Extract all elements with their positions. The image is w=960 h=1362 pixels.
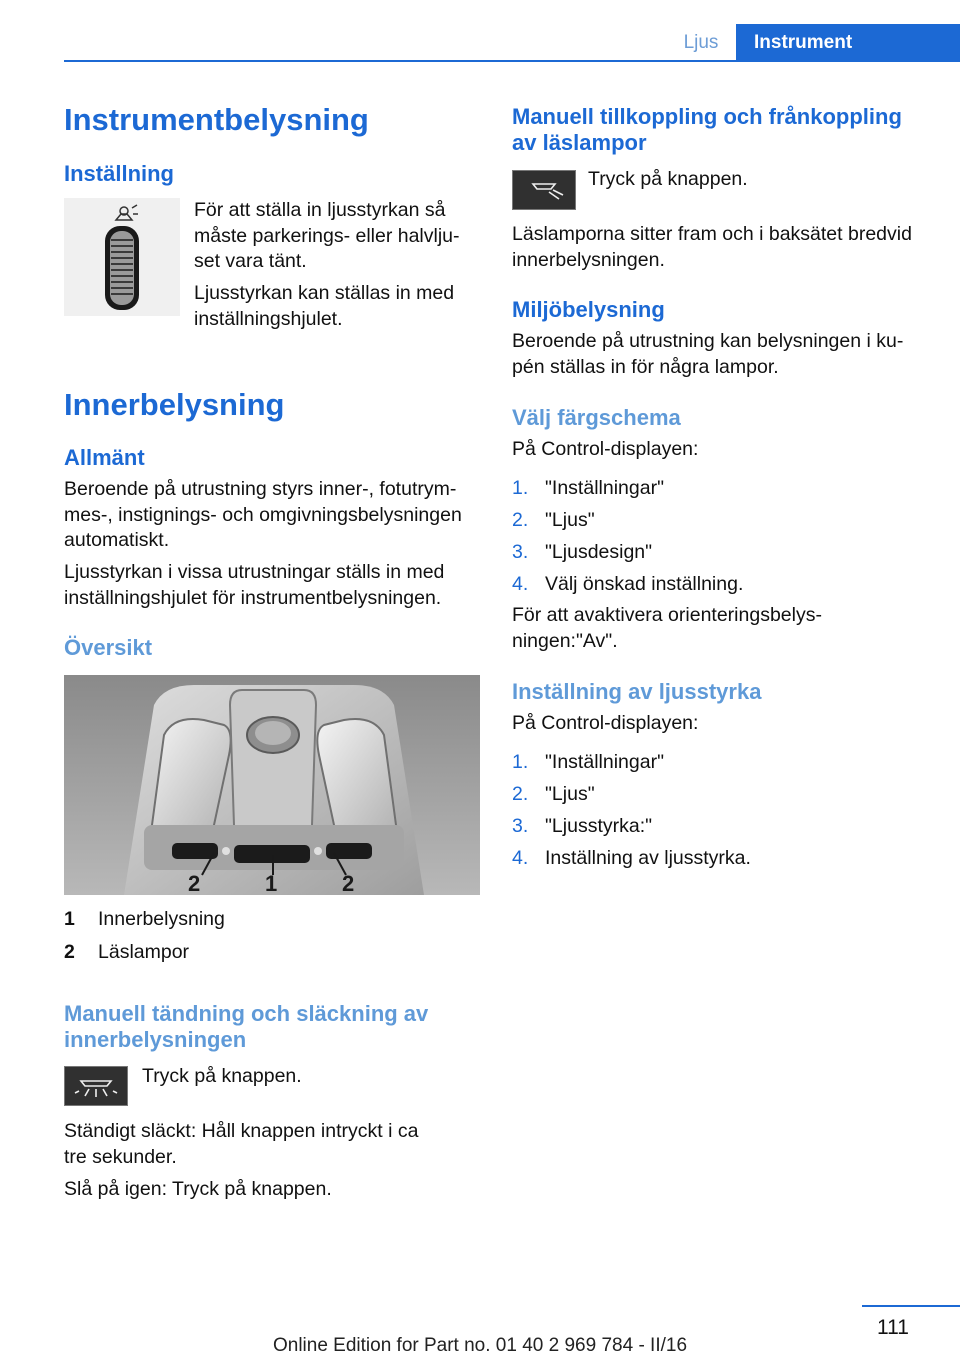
installning-text-2: Ljusstyrkan kan ställas in med inställningshjulet. xyxy=(194,282,455,330)
manuell-tillkoppling-text: Läslamporna sitter fram och i baksätet bredvid innerbelysningen. xyxy=(512,223,912,271)
step-item xyxy=(512,842,932,874)
step-item xyxy=(512,504,932,536)
step-item xyxy=(512,472,932,504)
legend-text: Läslampor xyxy=(98,941,190,963)
miljobelysning-text: Beroende på utrustning kan belysningen i ku-pén ställas in för några lampor. xyxy=(512,330,904,378)
step-item xyxy=(512,778,932,810)
step-text: "Ljusdesign" xyxy=(545,541,653,563)
legend-number: 2 xyxy=(64,941,75,963)
legend-item xyxy=(64,936,189,968)
step-number: 1. xyxy=(512,751,529,773)
dimmer-wheel-icon xyxy=(64,198,180,316)
step-item xyxy=(512,568,932,600)
step-text: "Ljus" xyxy=(545,509,595,531)
heading-allmant: Allmänt xyxy=(64,445,145,470)
step-text: "Ljus" xyxy=(545,783,595,805)
legend-number: 1 xyxy=(64,908,75,930)
allmant-text-1: Beroende på utrustning styrs inner-, fotutrym-mes-, instignings- och omgivningsbelysningen automatiskt. xyxy=(64,478,462,551)
step-number: 3. xyxy=(512,815,529,837)
overhead-console-photo xyxy=(64,675,480,895)
step-text: Inställning av ljusstyrka. xyxy=(545,847,751,869)
heading-valj-fargschema: Välj färgschema xyxy=(512,405,681,430)
step-number: 3. xyxy=(512,541,529,563)
photo-label-interior: 1 xyxy=(265,871,278,895)
step-number: 2. xyxy=(512,509,529,531)
heading-manuell-tandning: Manuell tändning och släckning av innerbelysningen xyxy=(64,1001,429,1052)
step-item xyxy=(512,810,932,842)
step-number: 4. xyxy=(512,573,529,595)
ljusstyrka-steps xyxy=(512,746,932,874)
manuell-tandning-text-2: Slå på igen: Tryck på knappen. xyxy=(64,1178,332,1200)
step-number: 1. xyxy=(512,477,529,499)
title-innerbelysning: Innerbelysning xyxy=(64,387,285,422)
heading-installning: Inställning xyxy=(64,161,174,186)
heading-oversikt: Översikt xyxy=(64,635,153,660)
title-instrumentbelysning: Instrumentbelysning xyxy=(64,102,369,137)
footer-edition-text: Online Edition for Part no. 01 40 2 969 784 - II/16 xyxy=(272,1335,688,1356)
step-number: 4. xyxy=(512,847,529,869)
photo-label-reading-left: 2 xyxy=(188,871,201,895)
header-divider xyxy=(64,60,960,62)
footer-divider xyxy=(862,1305,960,1307)
manuell-tandning-text-1: Ständigt släckt: Håll knappen intryckt i ca tre sekunder. xyxy=(64,1120,419,1168)
step-item xyxy=(512,536,932,568)
legend-text: Innerbelysning xyxy=(98,908,225,930)
tab-ljus[interactable]: Ljus xyxy=(683,32,719,53)
page-number: 111 xyxy=(877,1316,909,1339)
tab-instrument[interactable]: Instrument xyxy=(736,24,960,62)
heading-installning-ljusstyrka: Inställning av ljusstyrka xyxy=(512,679,762,704)
installning-text-1: För att ställa in ljusstyrkan så måste parkerings- eller halvlju-set vara tänt. xyxy=(194,199,460,272)
legend-item xyxy=(64,903,225,935)
step-text: "Inställningar" xyxy=(545,477,664,499)
fargschema-after-text: För att avaktivera orienteringsbelys-ningen:"Av". xyxy=(512,604,822,652)
photo-label-reading-right: 2 xyxy=(342,871,355,895)
step-item xyxy=(512,746,932,778)
heading-manuell-tillkoppling: Manuell tillkoppling och frånkoppling av läslampor xyxy=(512,104,902,155)
valj-fargschema-intro: På Control-displayen: xyxy=(512,438,699,460)
allmant-text-2: Ljusstyrkan i vissa utrustningar ställs in med inställningshjulet för instrumentbelysningen. xyxy=(64,561,445,609)
interior-light-button-icon xyxy=(64,1066,128,1106)
step-number: 2. xyxy=(512,783,529,805)
heading-miljobelysning: Miljöbelysning xyxy=(512,297,665,322)
manuell-tandning-instruction: Tryck på knappen. xyxy=(142,1065,302,1087)
manuell-tillkoppling-instruction: Tryck på knappen. xyxy=(588,168,748,190)
step-text: Välj önskad inställning. xyxy=(545,573,744,595)
reading-light-button-icon xyxy=(512,170,576,210)
step-text: "Ljusstyrka:" xyxy=(545,815,653,837)
step-text: "Inställningar" xyxy=(545,751,664,773)
fargschema-steps xyxy=(512,472,932,600)
ljusstyrka-intro: På Control-displayen: xyxy=(512,712,699,734)
